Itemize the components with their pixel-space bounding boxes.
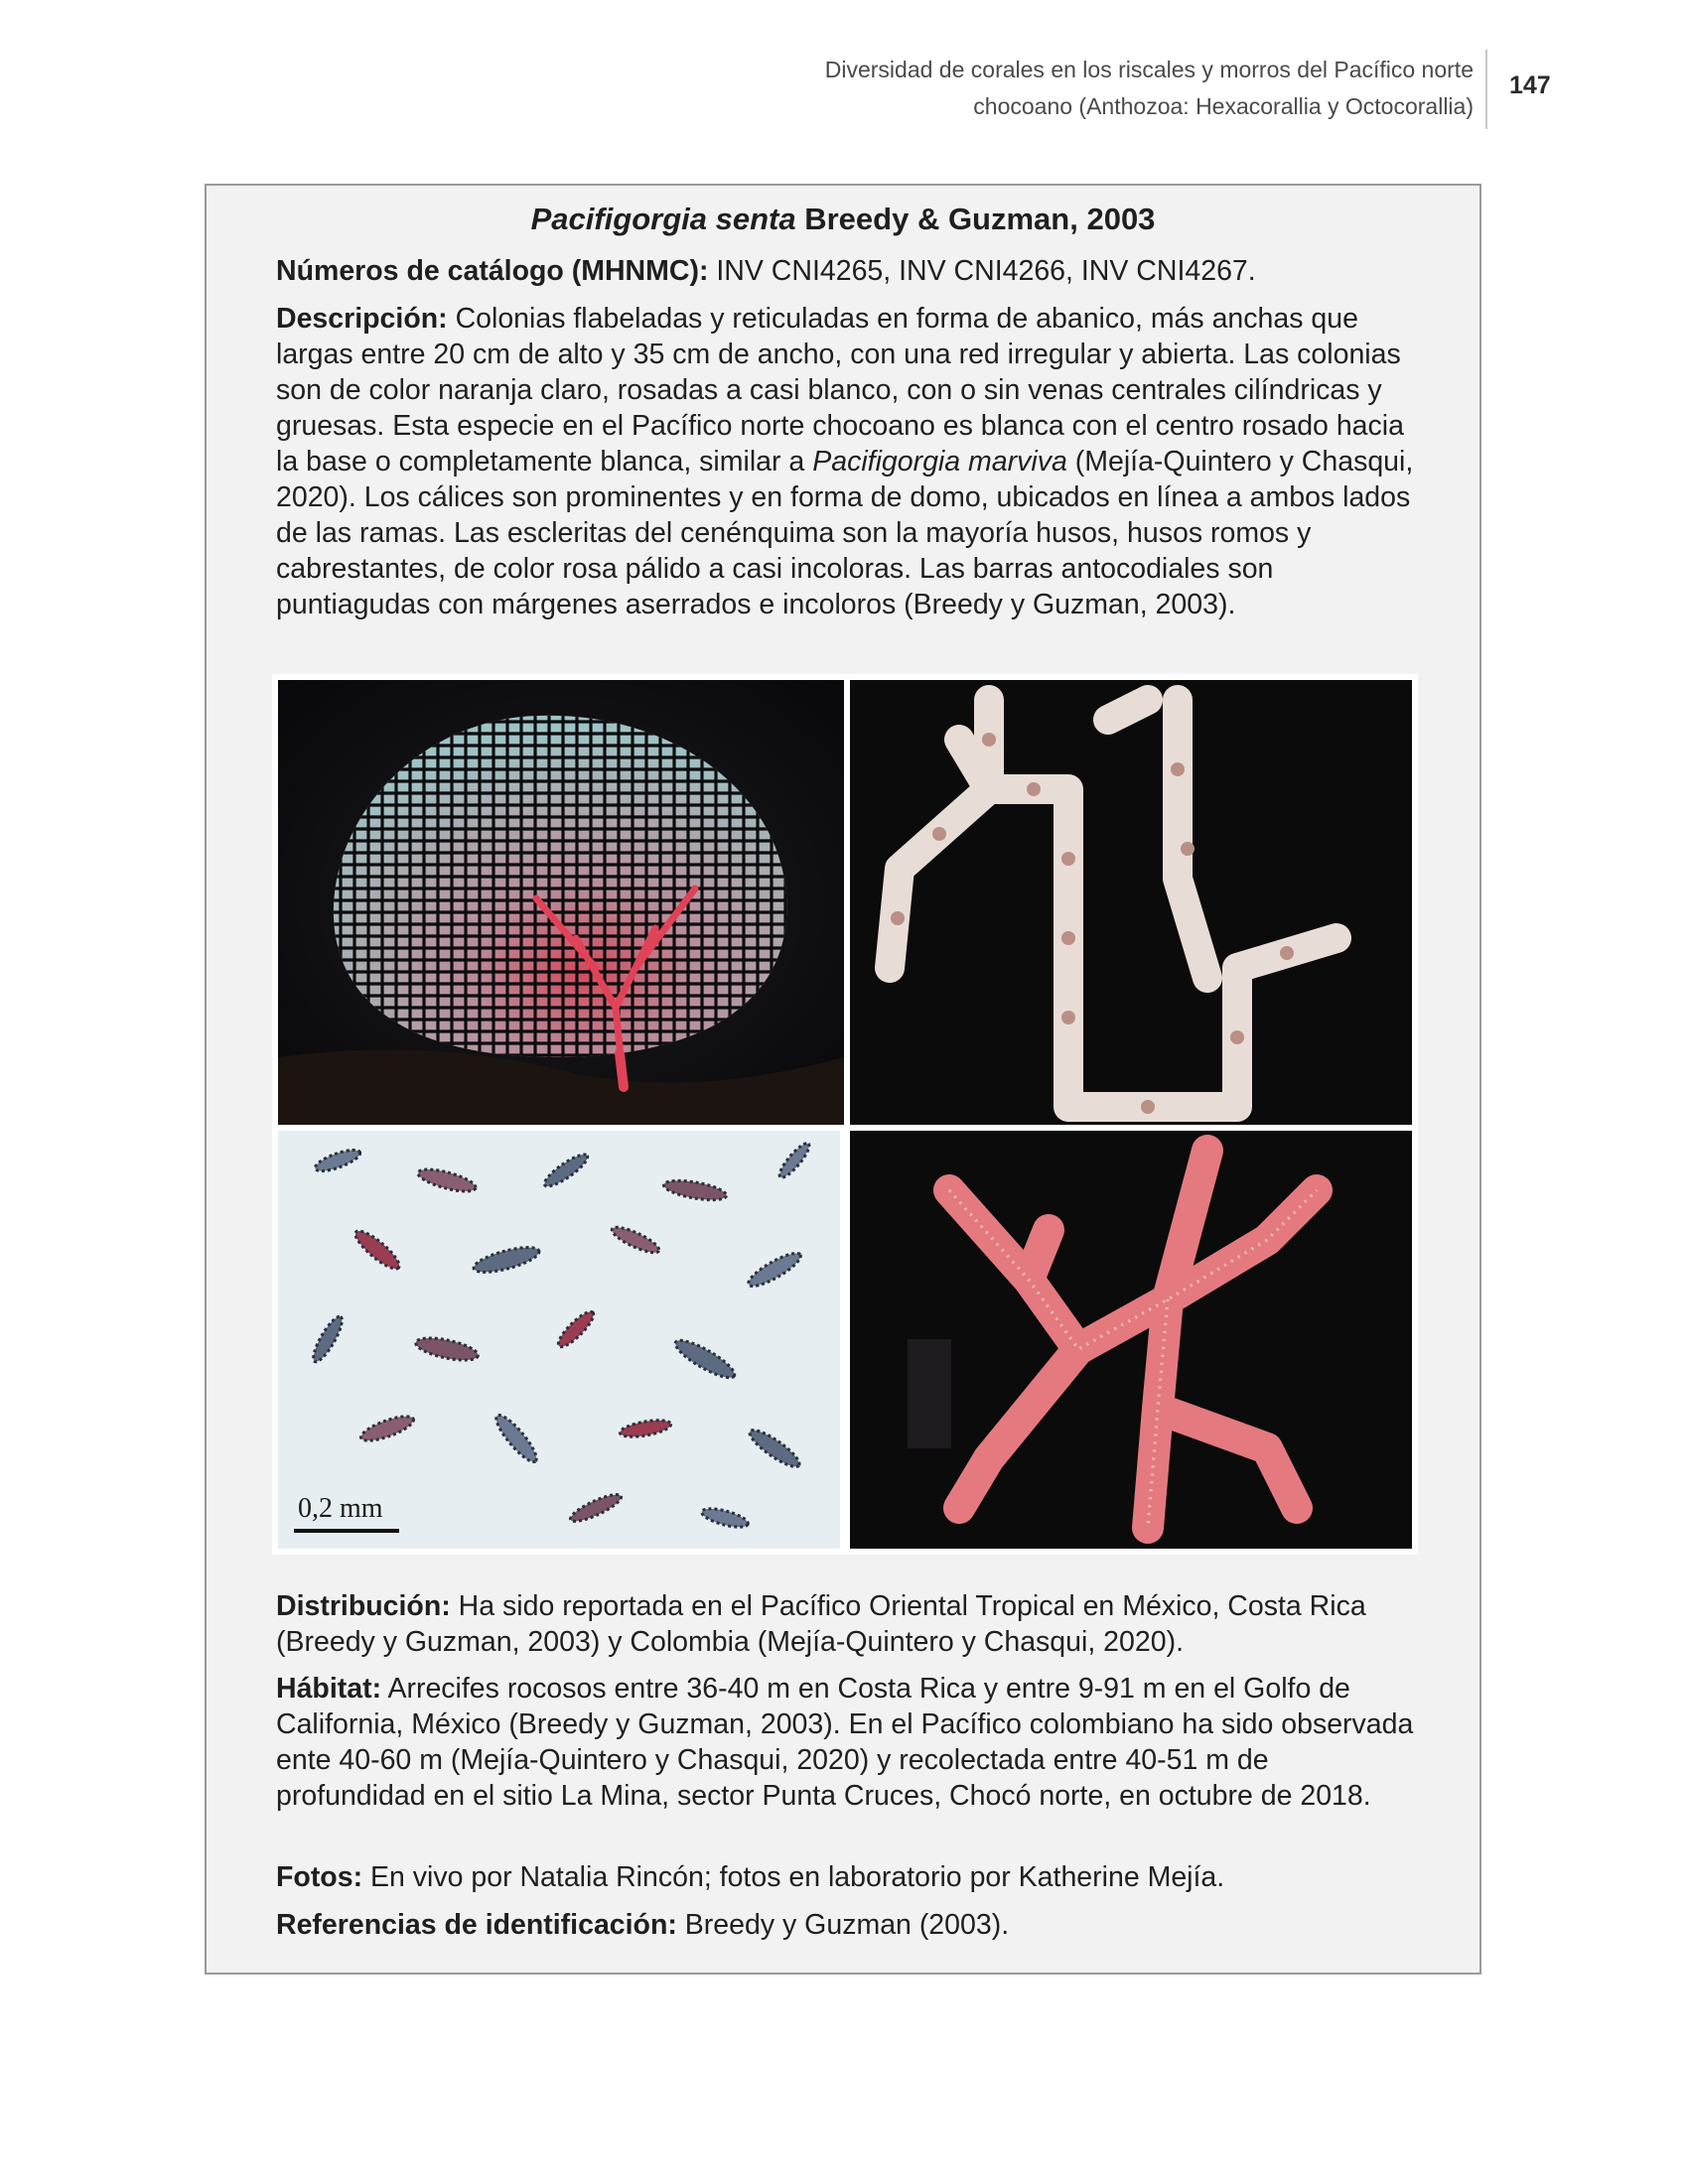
catalog-label: Números de catálogo (MHNMC): xyxy=(276,255,709,287)
habitat-text: Arrecifes rocosos entre 36-40 m en Costa Rica y entre 9-91 m en el Golfo de California, México (Breedy y Guzman, 2003). En el Pacífico colombiano ha sido observada ente 40-60 m (Mejía-Quintero y Chasqui, 2020) y recolectada entre 40-51 m de profundidad en el sitio La Mina, sector Punta Cruces, Chocó norte, en octubre de 2018. xyxy=(276,1673,1414,1812)
description-italic-species: Pacifigorgia marviva xyxy=(812,446,1067,478)
distribution-label: Distribución: xyxy=(276,1590,451,1622)
scale-bar-label: 0,2 mm xyxy=(298,1493,383,1524)
photo-live-colony xyxy=(278,680,844,1125)
running-header-line-1: Diversidad de corales en los riscales y morros del Pacífico norte xyxy=(824,57,1474,82)
photos-paragraph xyxy=(276,1859,1418,1895)
scale-bar xyxy=(294,1529,399,1533)
photos-text: En vivo por Natalia Rincón; fotos en laboratorio por Katherine Mejía. xyxy=(369,1861,1225,1893)
distribution-text: Ha sido reportada en el Pacífico Oriental Tropical en México, Costa Rica (Breedy y Guzman, 2003) y Colombia (Mejía-Quintero y Chasqui, 2020). xyxy=(276,1590,1366,1658)
header-divider xyxy=(1485,50,1487,129)
photo-pink-branch xyxy=(850,1131,1412,1549)
distribution-paragraph xyxy=(276,1588,1418,1660)
photo-white-branch xyxy=(850,680,1412,1125)
references-text: Breedy y Guzman (2003). xyxy=(684,1909,1010,1941)
species-card xyxy=(205,184,1481,1975)
description-text: Colonias flabeladas y reticuladas en forma de abanico, más anchas que largas entre 20 cm de alto y 35 cm de ancho, con una red irregular y abierta. Las colonias son de color naranja claro, rosadas a casi blanco, con o sin venas centrales cilíndricas y gruesas. Esta especie en el Pacífico norte chocoano es blanca con el centro rosado hacia la base o completamente blanca, similar a xyxy=(276,303,1404,478)
habitat-label: Hábitat: xyxy=(276,1673,382,1705)
description-text-continued: (Mejía-Quintero y Chasqui, 2020). Los cálices son prominentes y en forma de domo, ubicados en línea a ambos lados de las ramas. Las escleritas del cenénquima son la mayoría husos, husos romos y cabrestantes, de color rosa pálido a casi incoloras. Las barras antocodiales son puntiagudas con márgenes aserrados e incoloros (Breedy y Guzman, 2003). xyxy=(276,446,1414,620)
species-name: Pacifigorgia senta xyxy=(530,202,796,236)
photos-label: Fotos: xyxy=(276,1861,363,1893)
references-paragraph xyxy=(276,1907,1418,1943)
photo-plate xyxy=(272,674,1418,1555)
habitat-paragraph xyxy=(276,1671,1418,1814)
photo-sclerites xyxy=(278,1131,840,1549)
species-title xyxy=(207,202,1479,237)
catalog-paragraph xyxy=(276,253,1418,289)
page-number: 147 xyxy=(1509,71,1551,99)
species-authority: Breedy & Guzman, 2003 xyxy=(804,202,1156,236)
references-label: Referencias de identificación: xyxy=(276,1909,677,1941)
description-paragraph xyxy=(276,301,1418,622)
running-header-line-2: chocoano (Anthozoa: Hexacorallia y Octocorallia) xyxy=(973,93,1474,119)
running-header xyxy=(580,52,1474,125)
catalog-text: INV CNI4265, INV CNI4266, INV CNI4267. xyxy=(716,255,1256,287)
description-label: Descripción: xyxy=(276,303,448,335)
